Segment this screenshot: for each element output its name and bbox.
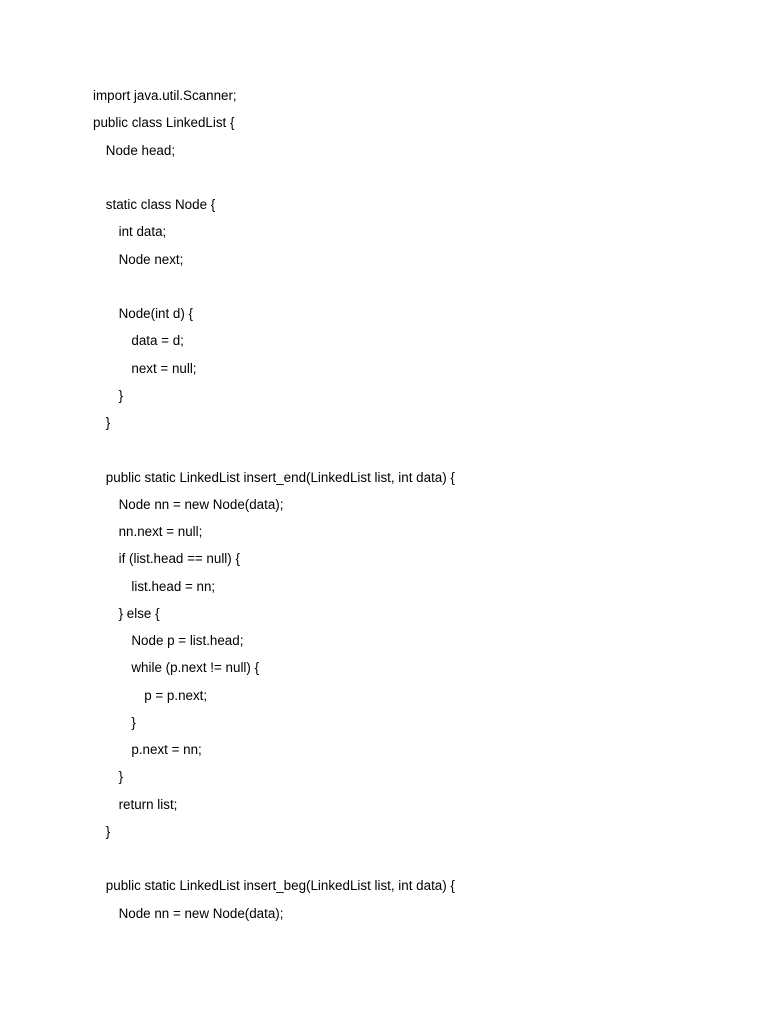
code-line: Node head; bbox=[105, 142, 176, 158]
code-line: return list; bbox=[118, 796, 178, 812]
code-line: Node nn = new Node(data); bbox=[118, 905, 284, 921]
code-line: static class Node { bbox=[105, 197, 216, 212]
code-line: data = d; bbox=[131, 333, 184, 349]
code-line: if (list.head == null) { bbox=[118, 551, 240, 567]
code-line: nn.next = null; bbox=[118, 524, 203, 539]
code-line: } bbox=[131, 714, 136, 730]
code-line: public static LinkedList insert_end(LinkedList list, int data) { bbox=[105, 469, 455, 485]
code-line: public static LinkedList insert_beg(LinkedList list, int data) { bbox=[105, 878, 455, 894]
code-line: p = p.next; bbox=[144, 687, 208, 703]
blank-line bbox=[93, 845, 455, 872]
code-line: next = null; bbox=[131, 360, 197, 376]
code-line: } bbox=[118, 769, 124, 785]
code-line: int data; bbox=[118, 224, 167, 240]
code-line: } bbox=[105, 415, 111, 430]
blank-line bbox=[93, 273, 455, 300]
code-line: p.next = nn; bbox=[131, 742, 202, 757]
code-line: } bbox=[105, 823, 111, 839]
code-line: } else { bbox=[118, 605, 160, 621]
code-line: list.head = nn; bbox=[131, 578, 216, 594]
code-line: Node p = list.head; bbox=[131, 633, 244, 648]
code-line: Node(int d) { bbox=[118, 306, 194, 321]
code-listing bbox=[93, 82, 455, 927]
code-line: public class LinkedList { bbox=[93, 115, 235, 131]
code-line: Node nn = new Node(data); bbox=[118, 496, 284, 512]
code-line: while (p.next != null) { bbox=[131, 660, 260, 676]
blank-line bbox=[93, 164, 455, 191]
code-line: import java.util.Scanner; bbox=[93, 88, 237, 103]
code-line: } bbox=[118, 387, 124, 403]
blank-line bbox=[93, 436, 455, 463]
code-line: Node next; bbox=[118, 251, 184, 267]
